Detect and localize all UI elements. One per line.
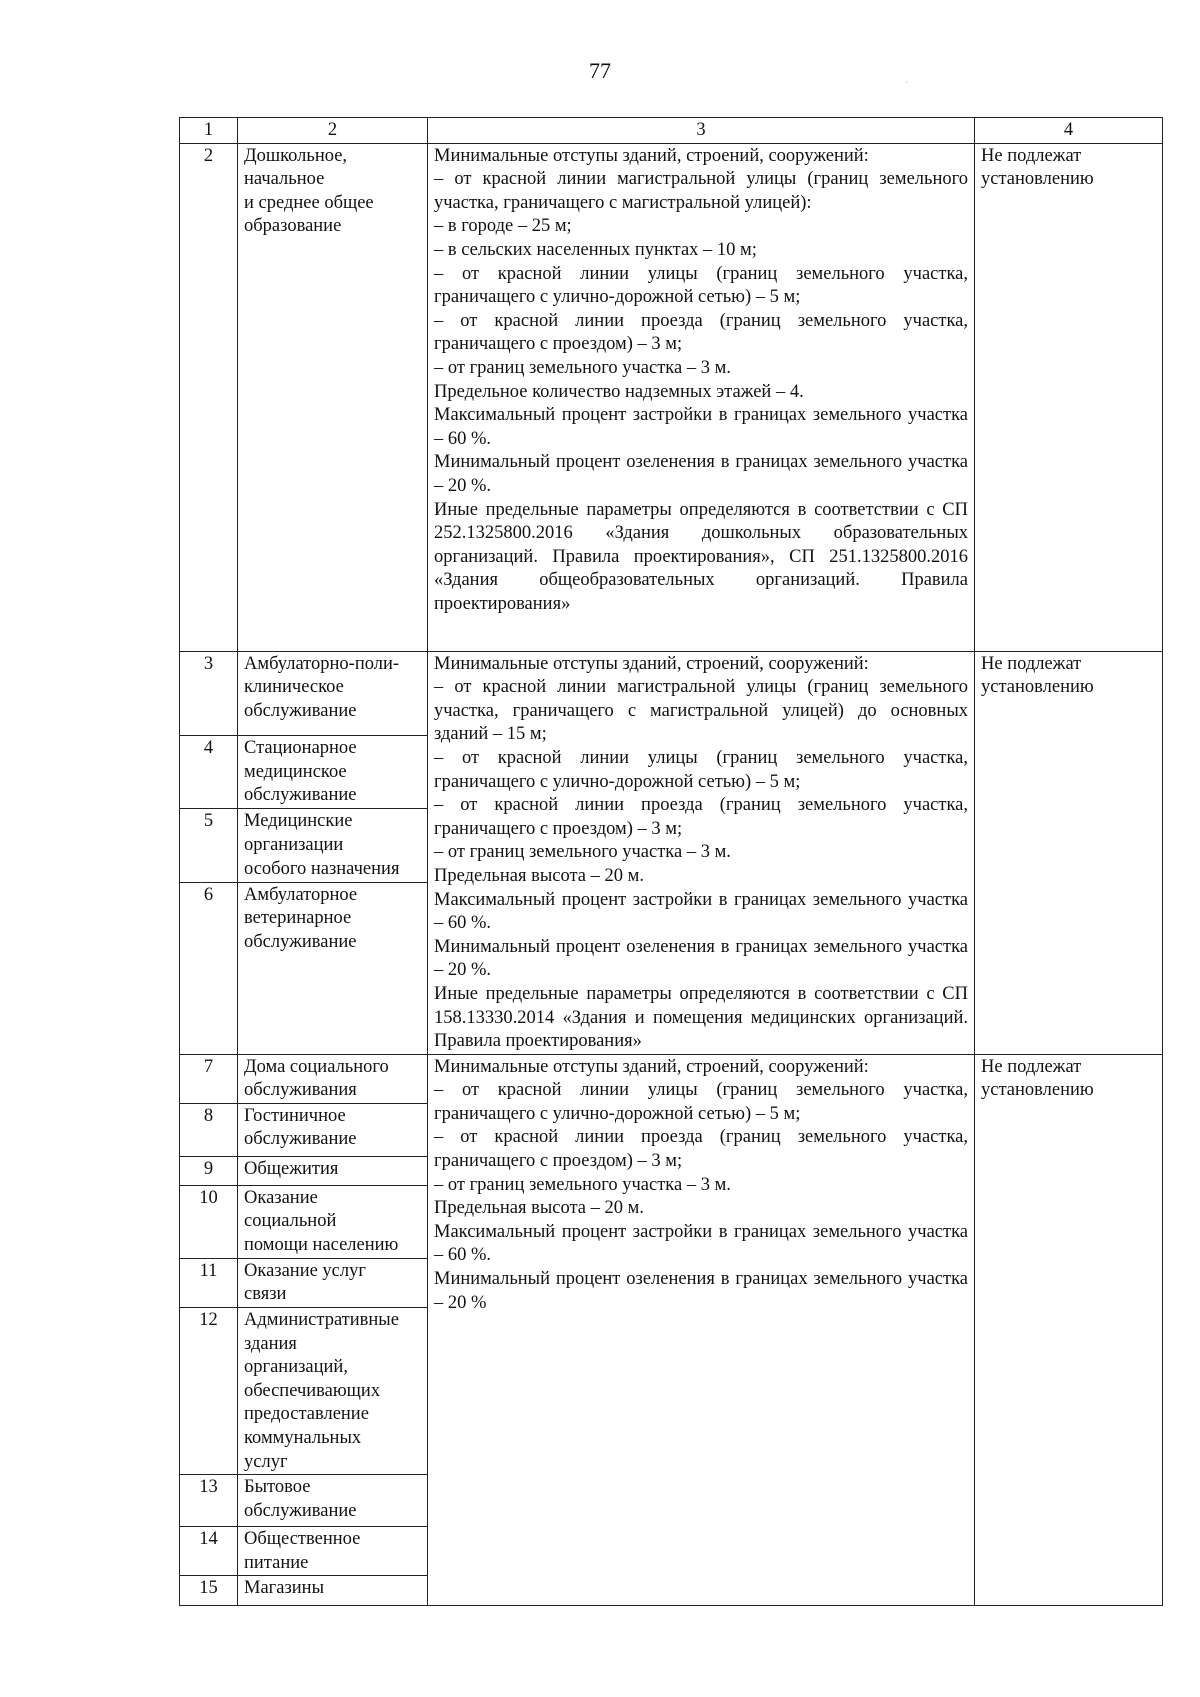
table-row xyxy=(180,1054,1163,1103)
row-number: 9 xyxy=(180,1156,238,1185)
parameter-line: – от красной линии магистральной улицы (границ земельного участка, граничащего с магистральной улицей): xyxy=(434,169,968,213)
parameter-line: Минимальный процент озеленения в границах земельного участка – 20 %. xyxy=(434,452,968,496)
parameter-line: – в городе – 25 м; xyxy=(434,216,572,237)
use-type-name: Дошкольное, начальное и среднее общее образование xyxy=(238,143,428,651)
use-type-name: Медицинские организации особого назначения xyxy=(238,809,428,882)
table-row xyxy=(180,143,1163,651)
parameter-line: – от красной линии улицы (границ земельного участка, граничащего с улично-дорожной сетью) – 5 м; xyxy=(434,1080,968,1124)
parameter-line: – от красной линии проезда (границ земельного участка, граничащего с проездом) – 3 м; xyxy=(434,310,968,355)
regulations-table xyxy=(179,117,1163,1606)
parameters-cell xyxy=(428,1054,975,1606)
parameter-line: Максимальный процент застройки в границах земельного участка – 60 %. xyxy=(434,405,968,449)
parameter-line: – от красной линии проезда (границ земельного участка, граничащего с проездом) – 3 м; xyxy=(434,795,968,839)
parameter-line: Предельная высота – 20 м. xyxy=(434,1198,644,1219)
use-type-name: Магазины xyxy=(238,1576,428,1606)
use-type-name: Дома социального обслуживания xyxy=(238,1054,428,1103)
table-body xyxy=(180,118,1163,1606)
parameter-line: Минимальный процент озеленения в границах земельного участка – 20 %. xyxy=(434,936,968,981)
header-row xyxy=(180,118,1163,144)
parameter-line: Минимальные отступы зданий, строений, сооружений: xyxy=(434,653,869,674)
row-number: 2 xyxy=(180,143,238,651)
use-type-name: Гостиничное обслуживание xyxy=(238,1103,428,1156)
parameter-line: Минимальные отступы зданий, строений, сооружений: xyxy=(434,1056,869,1077)
row-number: 14 xyxy=(180,1527,238,1576)
parameter-line: Максимальный процент застройки в границах земельного участка – 60 %. xyxy=(434,1221,968,1266)
row-number: 6 xyxy=(180,882,238,1054)
row-number: 12 xyxy=(180,1308,238,1475)
row-number: 3 xyxy=(180,651,238,736)
parameter-line: Минимальный процент озеленения в границах земельного участка – 20 % xyxy=(434,1269,968,1313)
parameter-line: – от границ земельного участка – 3 м. xyxy=(434,842,731,863)
row-number: 4 xyxy=(180,736,238,809)
use-type-name: Стационарное медицинское обслуживание xyxy=(238,736,428,809)
parameter-line: Иные предельные параметры определяются в соответствии с СП 158.13330.2014 «Здания и помещения медицинских организаций. Правила проектирования» xyxy=(434,983,968,1052)
parameter-line: Предельная высота – 20 м. xyxy=(434,865,644,886)
use-type-name: Общежития xyxy=(238,1156,428,1185)
parameter-line: Предельное количество надземных этажей – 4. xyxy=(434,381,804,402)
page-number: 77 xyxy=(589,58,611,83)
row-number: 8 xyxy=(180,1103,238,1156)
use-type-name: Оказание услуг связи xyxy=(238,1258,428,1307)
parameters-cell xyxy=(428,143,975,651)
header-col-1: 1 xyxy=(180,118,238,144)
parameter-line: – от границ земельного участка – 3 м. xyxy=(434,1174,731,1195)
row-number: 10 xyxy=(180,1185,238,1258)
header-col-2: 2 xyxy=(238,118,428,144)
parameter-line: Минимальные отступы зданий, строений, сооружений: xyxy=(434,145,869,166)
parameter-line: – от красной линии проезда (границ земельного участка, граничащего с проездом) – 3 м; xyxy=(434,1127,968,1172)
parameters-cell xyxy=(428,651,975,1054)
row-number: 13 xyxy=(180,1475,238,1527)
row-number: 15 xyxy=(180,1576,238,1606)
note-cell: Не подлежат установлению xyxy=(975,651,1163,1054)
use-type-name: Амбулаторно-поли- клиническое обслуживание xyxy=(238,651,428,736)
scan-speck: · xyxy=(905,78,909,89)
header-col-4: 4 xyxy=(975,118,1163,144)
use-type-name: Общественное питание xyxy=(238,1527,428,1576)
parameter-line: – в сельских населенных пунктах – 10 м; xyxy=(434,239,757,260)
table-row xyxy=(180,651,1163,736)
parameter-line: Иные предельные параметры определяются в соответствии с СП 252.1325800.2016 «Здания дошкольных образовательных организаций. Правила проектирования», СП 251.1325800.2016 «Здания общеобразовательных организаций. Правила проектирования» xyxy=(434,499,968,614)
use-type-name: Амбулаторное ветеринарное обслуживание xyxy=(238,882,428,1054)
parameter-line: – от красной линии улицы (границ земельного участка, граничащего с улично-дорожной сетью) – 5 м; xyxy=(434,747,968,792)
note-cell: Не подлежат установлению xyxy=(975,143,1163,651)
parameter-line: – от красной линии магистральной улицы (границ земельного участка, граничащего с магистральной улицей) до основных зданий – 15 м; xyxy=(434,677,968,745)
row-number: 5 xyxy=(180,809,238,882)
parameter-line: – от границ земельного участка – 3 м. xyxy=(434,357,731,378)
row-number: 7 xyxy=(180,1054,238,1103)
parameter-line: – от красной линии улицы (границ земельного участка, граничащего с улично-дорожной сетью) – 5 м; xyxy=(434,263,968,308)
row-number: 11 xyxy=(180,1258,238,1307)
header-col-3: 3 xyxy=(428,118,975,144)
use-type-name: Бытовое обслуживание xyxy=(238,1475,428,1527)
parameter-line: Максимальный процент застройки в границах земельного участка – 60 %. xyxy=(434,889,968,934)
use-type-name: Административные здания организаций, обеспечивающих предоставление коммунальных услуг xyxy=(238,1308,428,1475)
note-cell: Не подлежат установлению xyxy=(975,1054,1163,1606)
use-type-name: Оказание социальной помощи населению xyxy=(238,1185,428,1258)
